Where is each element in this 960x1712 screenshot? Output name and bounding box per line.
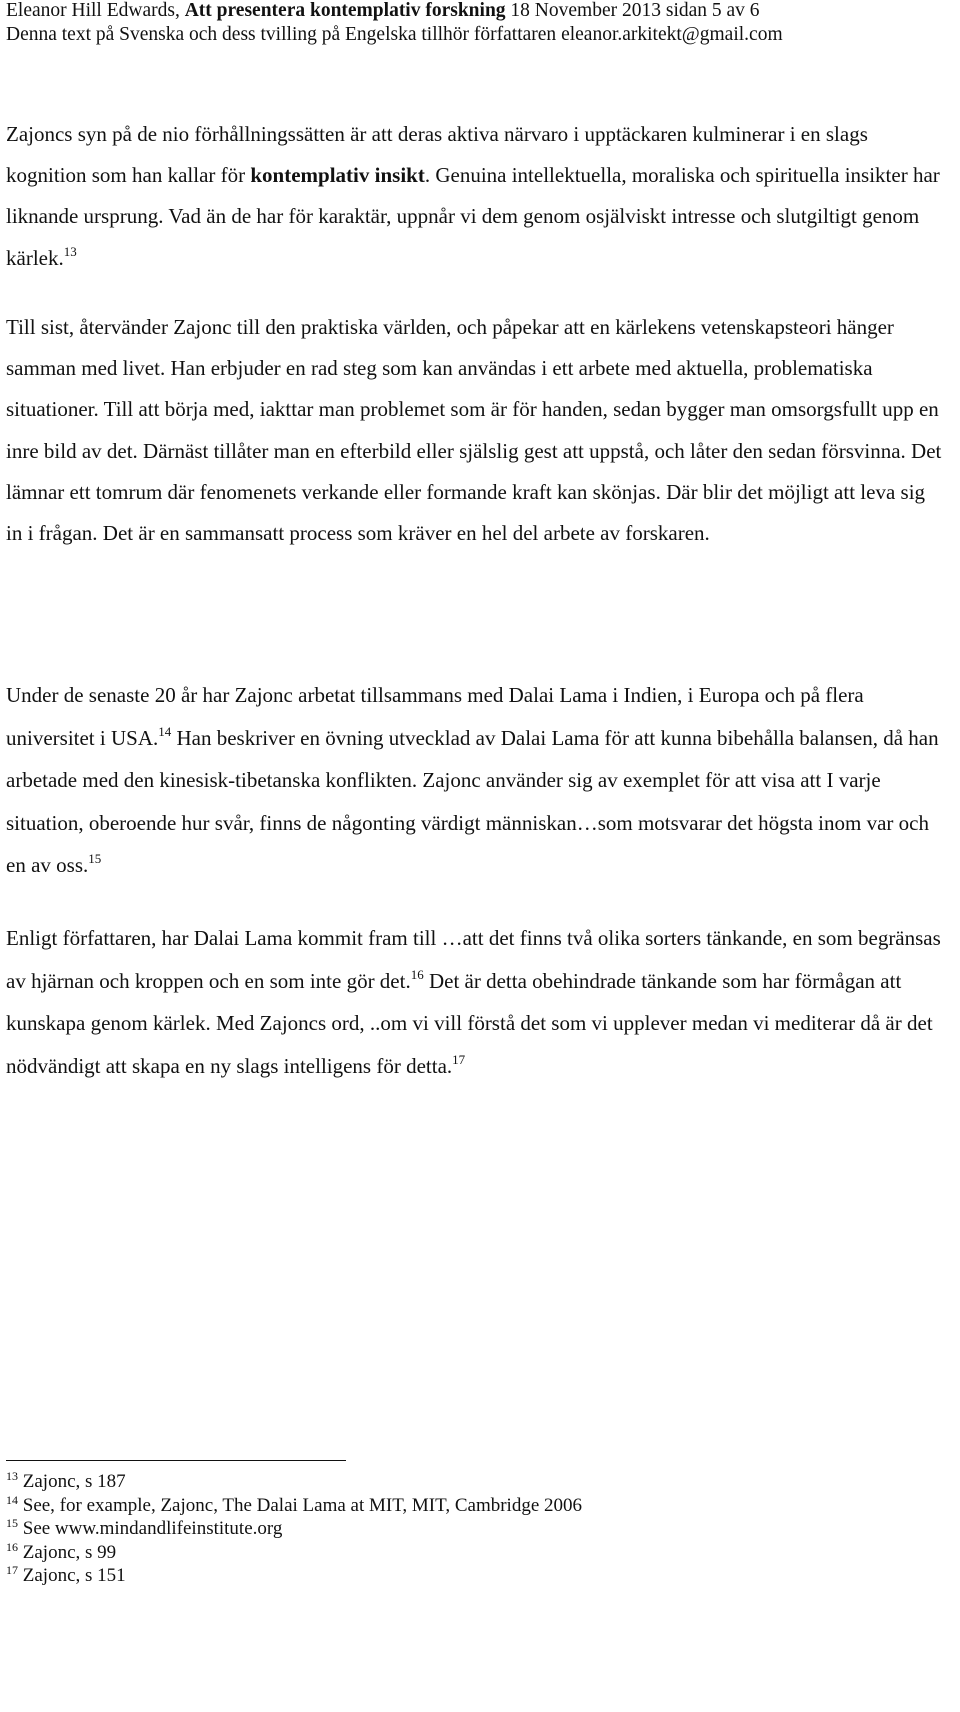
footnote (6, 1517, 582, 1541)
paragraph-text: . Genuina intellektuella, moraliska och spirituella insikter har liknande ursprung. Vad än de har för karaktär, uppnår vi dem genom osjälviskt intresse och slutgiltigt genom kärlek. (6, 163, 940, 270)
copyright-line (6, 24, 783, 46)
author-email: eleanor.arkitekt@gmail.com (561, 24, 783, 45)
paragraph-2 (6, 307, 946, 554)
paragraph-text: Till sist, återvänder Zajonc till den praktiska världen, och påpekar att en kärlekens vetenskapsteori hänger samman med livet. Han erbjuder en rad steg som kan användas i ett arbete med aktuella, problematiska situationer. Till att börja med, iakttar man problemet som är för handen, sedan bygger man omsorgsfullt upp en inre bild av det. Därnäst tillåter man en efterbild eller själslig gest att uppstå, och låter den sedan försvinna. Det lämnar ett tomrum där fenomenets verkande eller formande kraft kan skönjas. Där blir det möjligt att leva sig in i frågan. Det är en sammansatt process som kräver en hel del arbete av forskaren. (6, 315, 942, 546)
footnote-ref: 13 (63, 243, 77, 259)
footnote (6, 1494, 582, 1518)
footnote-text: Zajonc, s 151 (18, 1565, 126, 1587)
header-author: Eleanor Hill Edwards, (6, 0, 180, 21)
paragraph-text: Det är detta obehindrade tänkande som har förmågan att kunskapa genom kärlek. Med Zajoncs ord, ..om vi vill förstå det som vi upplever medan vi mediterar då är det nödvändigt att skapa en ny slags intelligens för detta. (6, 968, 933, 1078)
copyright-note: Denna text på Svenska och dess tvilling på Engelska tillhör författaren (6, 24, 557, 45)
bold-term: kontemplativ insikt (250, 163, 425, 188)
footnote-number: 16 (6, 1539, 18, 1554)
footnote (6, 1564, 582, 1588)
footnote-ref: 17 (452, 1051, 466, 1067)
footnote-text: Zajonc, s 187 (18, 1471, 126, 1492)
footnote-number: 13 (6, 1469, 18, 1483)
paragraph-text: Zajoncs syn på de nio förhållningssätten är att deras aktiva närvaro i upptäckaren kulminerar i en slags kognition som han kallar för (6, 122, 868, 188)
paragraph-4 (6, 917, 946, 1087)
footnote (6, 1470, 582, 1494)
paragraph-text: Under de senaste 20 år har Zajonc arbetat tillsammans med Dalai Lama i Indien, i Europa och på flera universitet i USA. (6, 683, 864, 750)
footnote (6, 1541, 582, 1565)
paragraph-text: Enligt författaren, har Dalai Lama kommit fram till …att det finns två olika sorters tänkande, en som begränsas av hjärnan och kroppen och en som inte gör det. (6, 926, 941, 993)
footnote-number: 15 (6, 1516, 18, 1531)
footnote-text: See www.mindandlifeinstitute.org (18, 1518, 283, 1540)
running-header (6, 0, 760, 22)
footnote-separator (6, 1460, 346, 1461)
footnotes (6, 1470, 582, 1588)
paragraph-1 (6, 114, 946, 279)
header-date: 18 November 2013 (510, 0, 661, 21)
footnote-ref: 14 (158, 723, 172, 739)
footnote-text: See, for example, Zajonc, The Dalai Lama at MIT, MIT, Cambridge 2006 (18, 1494, 583, 1516)
header-title: Att presentera kontemplativ forskning (184, 0, 506, 21)
footnote-number: 17 (6, 1563, 18, 1578)
footnote-text: Zajonc, s 99 (18, 1541, 117, 1563)
paragraph-3 (6, 674, 946, 887)
footnote-number: 14 (6, 1492, 18, 1507)
paragraph-text: Han beskriver en övning utvecklad av Dalai Lama för att kunna bibehålla balansen, då han arbetade med den kinesisk-tibetanska konflikten. Zajonc använder sig av exemplet för att visa att I varje situation, oberoende hur svår, finns de någonting värdigt människan…som motsvarar det högsta inom var och en av oss. (6, 725, 939, 878)
footnote-ref: 16 (410, 966, 424, 982)
header-page-number: sidan 5 av 6 (665, 0, 760, 21)
footnote-ref: 15 (88, 851, 102, 867)
